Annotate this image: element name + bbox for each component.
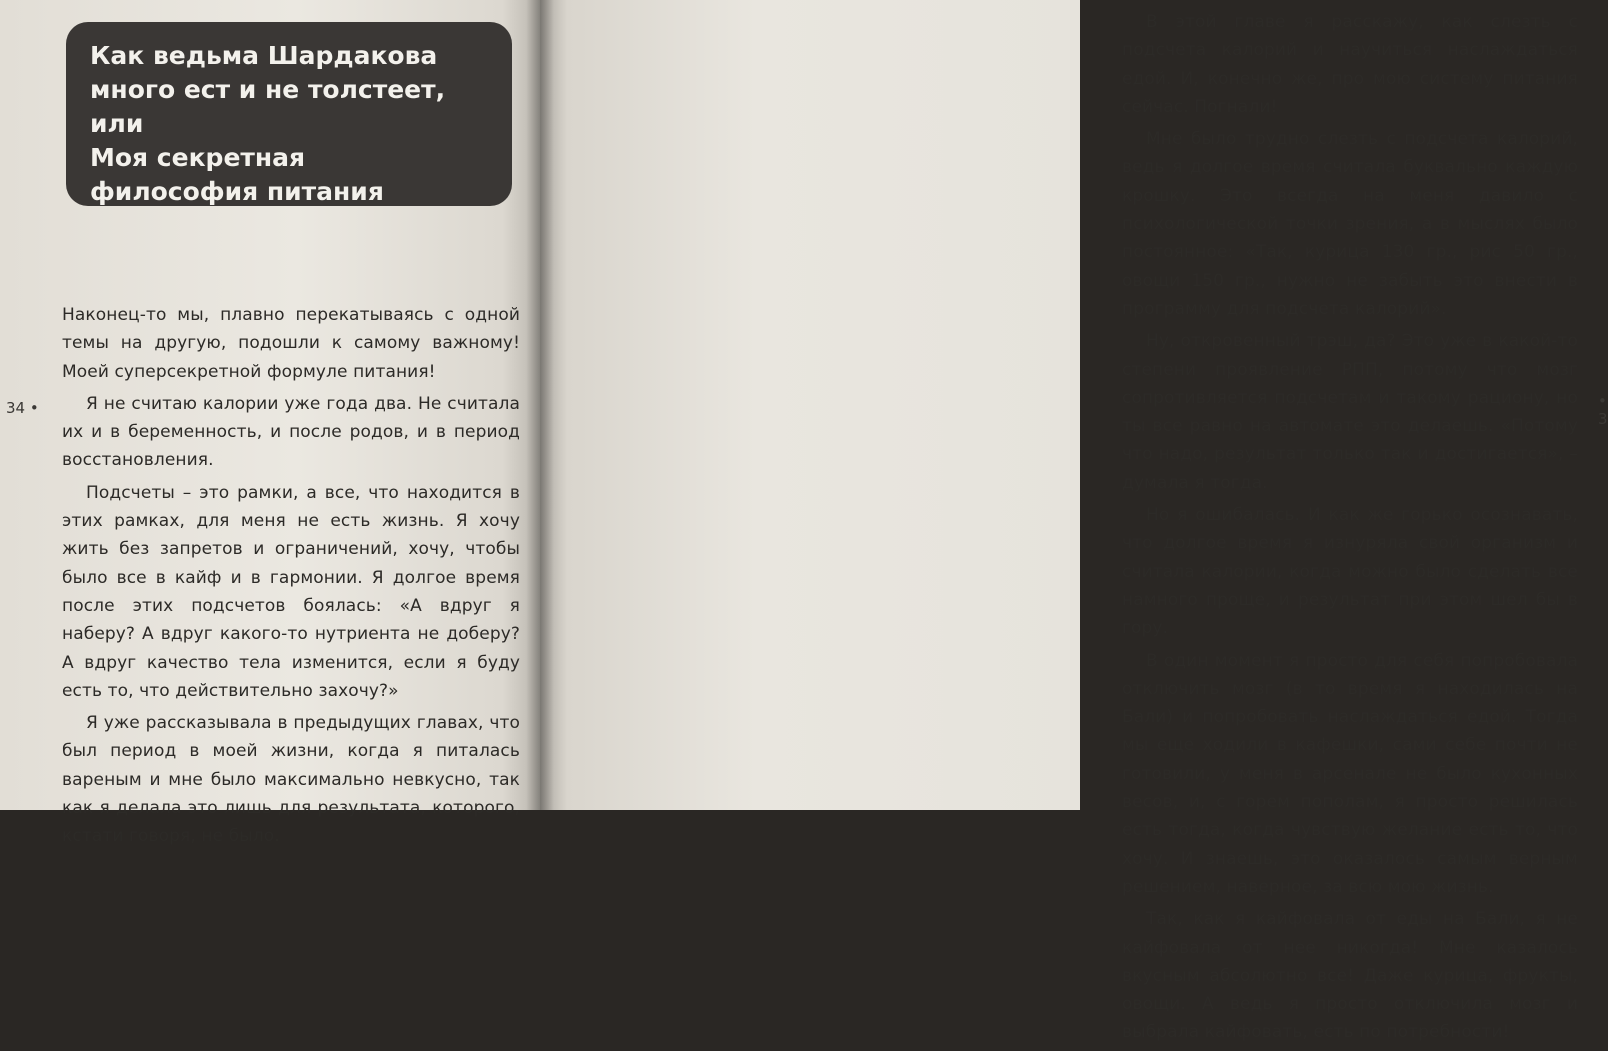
paragraph: Мне было трудно слезть с подсчета калорий, ведь я долгое время считала буквально каждую крошку. Это всегда на меня давило с психологической точки зрения, а в мыслях было постоянное: «Так, курица 130 гр., рис 50 гр., овощи 150 гр., нужно не забыть это внести в программу для подсчета калорий». (1122, 129, 1578, 319)
right-page-body (1122, 8, 1578, 1051)
paragraph: Я уже рассказывала в предыдущих главах, что был период в моей жизни, когда я питалась вареным и мне было максимально невкусно, так как я делала это лишь для результата, которого, кстати говоря, не было. (62, 713, 520, 847)
paragraph: В этой главе я расскажу, как слезть с подсчета калорий и научиться наслаждаться едой. И, конечно же, про мою систему питания сейчас. Погнали! (1122, 12, 1578, 117)
page-number-right: • 3 (1598, 392, 1608, 428)
chapter-title-line: Как ведьма Шардакова (90, 41, 438, 70)
page-number-left: 34 • (6, 399, 39, 417)
paragraph: Но я ошибалась. И как же горько осознавать, что долгое время я изнуряла свой организм и считала калории, когда можно было сделать все намного проще, и результат при этом шел бы в гору. (1122, 505, 1578, 639)
paragraph: Я не считаю калории уже года два. Не считала их и в беременность, и после родов, и в период восстановления. (62, 393, 520, 471)
left-page-body (62, 301, 520, 855)
chapter-title-box (66, 22, 512, 206)
paragraph: В один момент я просто для себя попробовала отключить мозг (в то время я находилась на Бали) и попробовать наслаждаться едой. Тогда мы еще ходили в кафешки, сами себе почти не готовили, у меня в арсенале не было кухонных весов, и, с горем пополам, я просто решилась есть тогда, когда чувствую желание есть то, что хочу. И знаешь, это оказалось самым верным решением, наверное, за всю мою жизнь. (1122, 650, 1578, 897)
book-gutter-shadow (526, 0, 554, 810)
chapter-title-line: или (90, 109, 144, 138)
right-page (540, 0, 1608, 1043)
left-page (0, 0, 540, 847)
paragraph: Наконец-то мы, плавно перекатываясь с одной темы на другую, подошли к самому важному! Моей суперсекретной формуле питания! (62, 305, 520, 382)
chapter-title-line: много ест и не толстеет, (90, 75, 446, 104)
paragraph: Ну, откровенный трэш, да? Это уже в какой-то степени проявление РПП, потому что мозг сопротивляется подсчетам и такому рациону, но ты все равно на автомате это делаешь. «Потому что надо, результат только так и достигается», – думала я тогда. (1122, 331, 1578, 493)
chapter-title-line: философия питания (90, 177, 384, 206)
paragraph: Так, как я кайфовала от еды на Бали, я не кайфовала от нее никогда! Мне казалось вкусным абсолютно все! Даже курица, фрукты, овощи. А ведь я просто отключила мозг и выбрала кайфовать, есть по потребности! (1122, 909, 1578, 1043)
chapter-title-line: Моя секретная (90, 143, 306, 172)
paragraph: Подсчеты – это рамки, а все, что находится в этих рамках, для меня не есть жизнь. Я хочу жить без запретов и ограничений, хочу, чтобы было все в кайф и в гармонии. Я долгое время после этих подсчетов боялась: «А вдруг я наберу? А вдруг какого-то нутриента не доберу? А вдруг качество тела изменится, если я буду есть то, что действительно захочу?» (62, 482, 520, 701)
